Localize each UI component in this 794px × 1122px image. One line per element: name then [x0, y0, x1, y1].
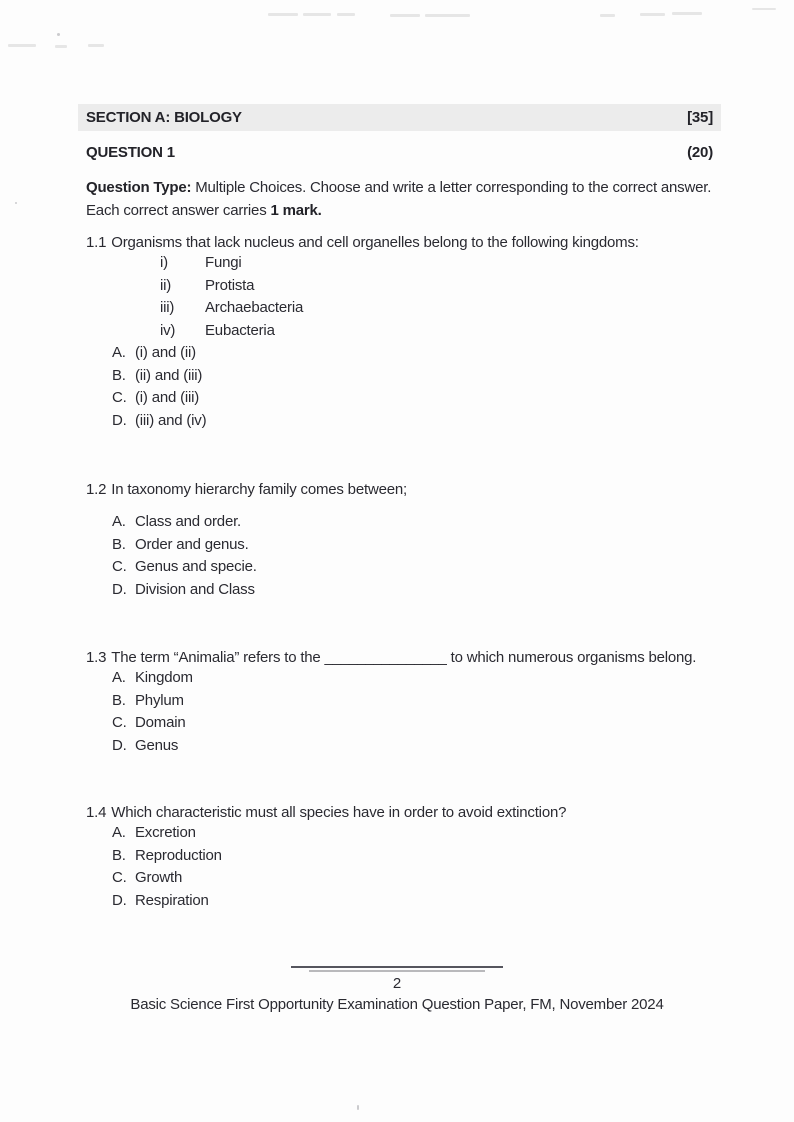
option — [86, 534, 713, 557]
option-text: Genus and specie. — [135, 558, 257, 575]
option-text: Domain — [135, 714, 186, 731]
section-title: SECTION A: BIOLOGY — [86, 109, 242, 126]
question-1-1 — [86, 233, 713, 432]
option-text: Respiration — [135, 891, 209, 909]
scan-artifact — [303, 13, 331, 16]
option-letter: A. — [112, 344, 126, 361]
question-number: 1.4 — [86, 804, 107, 821]
section-header — [78, 104, 721, 131]
scan-artifact — [600, 14, 615, 17]
option-letter: D. — [112, 580, 127, 598]
option-text: Order and genus. — [135, 535, 249, 553]
question-number: 1.2 — [86, 481, 107, 498]
question-statement: In taxonomy hierarchy family comes between; — [111, 481, 407, 498]
option-text: Excretion — [135, 824, 196, 841]
roman-numeral: iv) — [160, 321, 176, 339]
question-type-instructions — [86, 176, 713, 222]
option — [86, 890, 713, 913]
option-letter: C. — [112, 869, 127, 886]
question-text — [86, 648, 713, 667]
scan-artifact — [268, 13, 298, 16]
instructions-marks-note: 1 mark. — [270, 202, 322, 219]
divider-line-top — [291, 966, 503, 968]
scan-artifact — [357, 1105, 359, 1110]
option-letter: C. — [112, 389, 127, 406]
scan-artifact — [425, 14, 470, 17]
question-number: 1.1 — [86, 234, 107, 251]
option-letter: D. — [112, 411, 127, 429]
option-text: (ii) and (iii) — [135, 366, 203, 384]
option-letter: D. — [112, 891, 127, 909]
scan-artifact — [672, 12, 702, 15]
section-marks: [35] — [687, 109, 713, 126]
options-list — [86, 511, 713, 601]
option — [86, 410, 713, 433]
option — [86, 845, 713, 868]
option-letter: B. — [112, 691, 126, 709]
options-list — [86, 822, 713, 912]
option — [86, 822, 713, 845]
roman-text: Archaebacteria — [205, 299, 304, 316]
footer-text: Basic Science First Opportunity Examination Question Paper, FM, November 2024 — [130, 996, 664, 1013]
question-1-2 — [86, 480, 713, 601]
question-1-3 — [86, 648, 713, 757]
option-letter: A. — [112, 669, 126, 686]
option-text: (i) and (iii) — [135, 389, 200, 406]
list-item — [86, 252, 713, 275]
question-statement: The term “Animalia” refers to the _______________ to which numerous organisms belong. — [111, 649, 697, 666]
option-text: Class and order. — [135, 513, 242, 530]
roman-text: Fungi — [205, 254, 242, 271]
question-text — [86, 233, 713, 252]
divider-line-bottom — [309, 970, 485, 972]
scan-artifact — [15, 202, 17, 204]
option-letter: A. — [112, 824, 126, 841]
list-item — [86, 275, 713, 298]
option-text: Reproduction — [135, 846, 222, 864]
options-list — [86, 667, 713, 757]
instructions-body: Multiple Choices. Choose and write a letter corresponding to the correct answer. Each correct answer carries — [86, 179, 712, 219]
roman-numeral: i) — [160, 254, 168, 271]
option — [86, 712, 713, 735]
option-letter: D. — [112, 736, 127, 754]
scan-artifact — [57, 33, 60, 36]
question-1-4 — [86, 803, 713, 912]
question-header — [86, 144, 713, 162]
scan-artifact — [88, 44, 104, 47]
question-text — [86, 480, 713, 499]
list-item — [86, 320, 713, 343]
scan-artifact — [390, 14, 420, 17]
option-letter: C. — [112, 714, 127, 731]
option-text: Growth — [135, 869, 183, 886]
roman-list — [86, 252, 713, 342]
roman-numeral: iii) — [160, 299, 175, 316]
option — [86, 511, 713, 534]
roman-numeral: ii) — [160, 276, 172, 294]
option — [86, 387, 713, 410]
page-number: 2 — [392, 975, 402, 992]
page-footer — [0, 966, 794, 1014]
options-list — [86, 342, 713, 432]
scan-artifact — [640, 13, 665, 16]
option — [86, 556, 713, 579]
question-text — [86, 803, 713, 822]
option-text: Phylum — [135, 691, 184, 709]
question-title: QUESTION 1 — [86, 144, 175, 161]
option — [86, 365, 713, 388]
scan-artifact — [55, 45, 67, 48]
option-letter: B. — [112, 846, 126, 864]
scan-artifact — [8, 44, 36, 47]
question-statement: Which characteristic must all species have in order to avoid extinction? — [111, 804, 567, 821]
option — [86, 579, 713, 602]
list-item — [86, 297, 713, 320]
option — [86, 867, 713, 890]
option-text: (i) and (ii) — [135, 344, 196, 361]
option — [86, 735, 713, 758]
page-content — [86, 104, 713, 912]
option-text: Genus — [135, 736, 179, 754]
question-marks: (20) — [687, 144, 713, 161]
option-text: (iii) and (iv) — [135, 411, 207, 429]
option-text: Division and Class — [135, 580, 255, 598]
question-number: 1.3 — [86, 649, 107, 666]
instructions-label: Question Type: — [86, 179, 192, 196]
option — [86, 342, 713, 365]
option-text: Kingdom — [135, 669, 193, 686]
option-letter: B. — [112, 535, 126, 553]
scan-artifact — [337, 13, 355, 16]
roman-text: Protista — [205, 276, 255, 294]
option-letter: A. — [112, 513, 126, 530]
footer-divider — [0, 966, 794, 972]
option — [86, 667, 713, 690]
roman-text: Eubacteria — [205, 321, 275, 339]
option — [86, 690, 713, 713]
option-letter: C. — [112, 558, 127, 575]
scan-artifact — [752, 8, 776, 10]
question-statement: Organisms that lack nucleus and cell organelles belong to the following kingdoms: — [111, 234, 639, 251]
option-letter: B. — [112, 366, 126, 384]
